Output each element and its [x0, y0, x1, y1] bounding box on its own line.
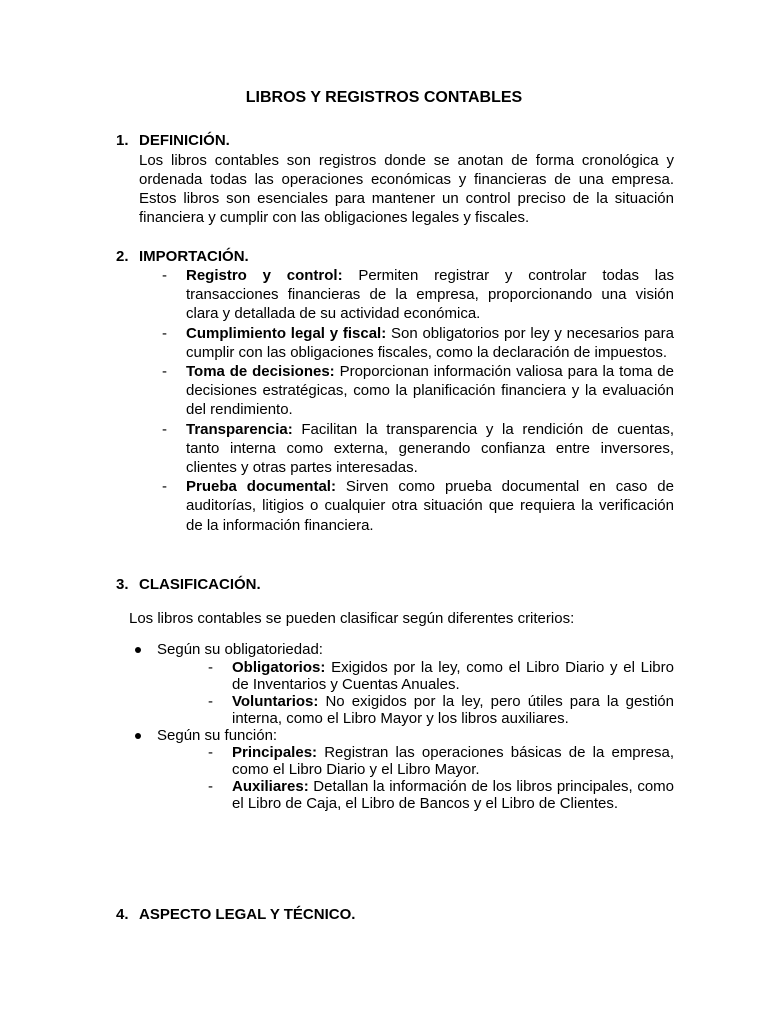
dash-marker: - [162, 363, 167, 381]
bullet-dot [135, 647, 141, 653]
section-number: 3. [116, 576, 129, 593]
item-text: Sirven como prueba documental en caso de auditorías, litigios o cualquier otra situación que requiera la verificación de la información financiera. [186, 478, 674, 534]
item-text: No exigidos por la ley, pero útiles para la gestión interna, como el Libro Mayor y los libros auxiliares. [232, 692, 674, 727]
item-term: Principales: [232, 744, 318, 761]
item-term: Auxiliares: [232, 778, 309, 795]
dash-marker: - [162, 324, 167, 342]
item-text: Facilitan la transparencia y la rendición de cuentas, tanto interna como externa, generando confianza entre inversores, clientes y otras partes interesadas. [186, 420, 674, 477]
item-text: Detallan la información de los libros principales, como el Libro de Caja, el Libro de Bancos y el Libro de Clientes. [232, 778, 674, 812]
definition-paragraph: Los libros contables son registros donde se anotan de forma cronológica y ordenada todas las operaciones económicas y financieras de una empresa. Estos libros son esenciales para mantener un control preciso de la situación financiera y cumplir con las obligaciones legales y fiscales. [139, 152, 674, 226]
importance-list [160, 266, 674, 535]
list-item [160, 324, 674, 362]
section-number: 4. [116, 906, 129, 923]
section-title: DEFINICIÓN. [139, 132, 230, 149]
dash-marker: - [162, 478, 167, 496]
item-term: Voluntarios: [232, 692, 319, 710]
item-term: Registro y control: [186, 267, 343, 284]
bullet-group-label [132, 641, 674, 659]
section-title: CLASIFICACIÓN. [139, 576, 261, 593]
group-label: Según su función: [157, 726, 278, 744]
dash-marker: - [208, 658, 213, 676]
item-term: Transparencia: [186, 420, 293, 438]
section-heading-importacion [116, 247, 249, 266]
list-item [160, 420, 674, 478]
dash-marker: - [208, 744, 213, 761]
bullet-group-label [132, 727, 674, 745]
section-heading-clasificacion [116, 575, 261, 594]
item-text: Registran las operaciones básicas de la empresa, como el Libro Diario y el Libro Mayor. [232, 744, 674, 778]
classification-intro: Los libros contables se pueden clasificar según diferentes criterios: [129, 610, 575, 627]
list-item [207, 693, 674, 727]
item-text: Exigidos por la ley, como el Libro Diario y el Libro de Inventarios y Cuentas Anuales. [232, 658, 674, 693]
sub-list [207, 659, 674, 727]
section-title: ASPECTO LEGAL Y TÉCNICO. [139, 906, 356, 923]
item-term: Prueba documental: [186, 478, 336, 496]
section-number: 1. [116, 132, 129, 149]
group-label: Según su obligatoriedad: [157, 641, 323, 658]
sub-list [207, 744, 674, 812]
classification-groups [132, 641, 674, 812]
item-text: Proporcionan información valiosa para la toma de decisiones estratégicas, como la planificación financiera y la evaluación del rendimiento. [186, 363, 674, 419]
section-number: 2. [116, 248, 129, 265]
dash-marker: - [208, 778, 213, 795]
list-item [207, 659, 674, 693]
item-text: Son obligatorios por ley y necesarios para cumplir con las obligaciones fiscales, como la declaración de impuestos. [186, 324, 674, 361]
dash-marker: - [162, 420, 167, 438]
section-heading-aspecto-legal [116, 905, 355, 924]
list-item [160, 477, 674, 535]
item-term: Cumplimiento legal y fiscal: [186, 324, 387, 342]
list-item [207, 744, 674, 778]
dash-marker: - [162, 267, 167, 284]
document-title: LIBROS Y REGISTROS CONTABLES [245, 89, 523, 106]
item-term: Obligatorios: [232, 658, 326, 676]
list-item [160, 266, 674, 324]
item-term: Toma de decisiones: [186, 363, 335, 381]
list-item [160, 362, 674, 420]
bullet-dot [135, 733, 141, 739]
item-text: Permiten registrar y controlar todas las transacciones financieras de la empresa, proporcionando una visión clara y detallada de su actividad económica. [186, 267, 674, 323]
dash-marker: - [208, 692, 213, 710]
section-heading-definicion [116, 131, 230, 150]
section-title: IMPORTACIÓN. [139, 248, 249, 265]
list-item [207, 778, 674, 812]
